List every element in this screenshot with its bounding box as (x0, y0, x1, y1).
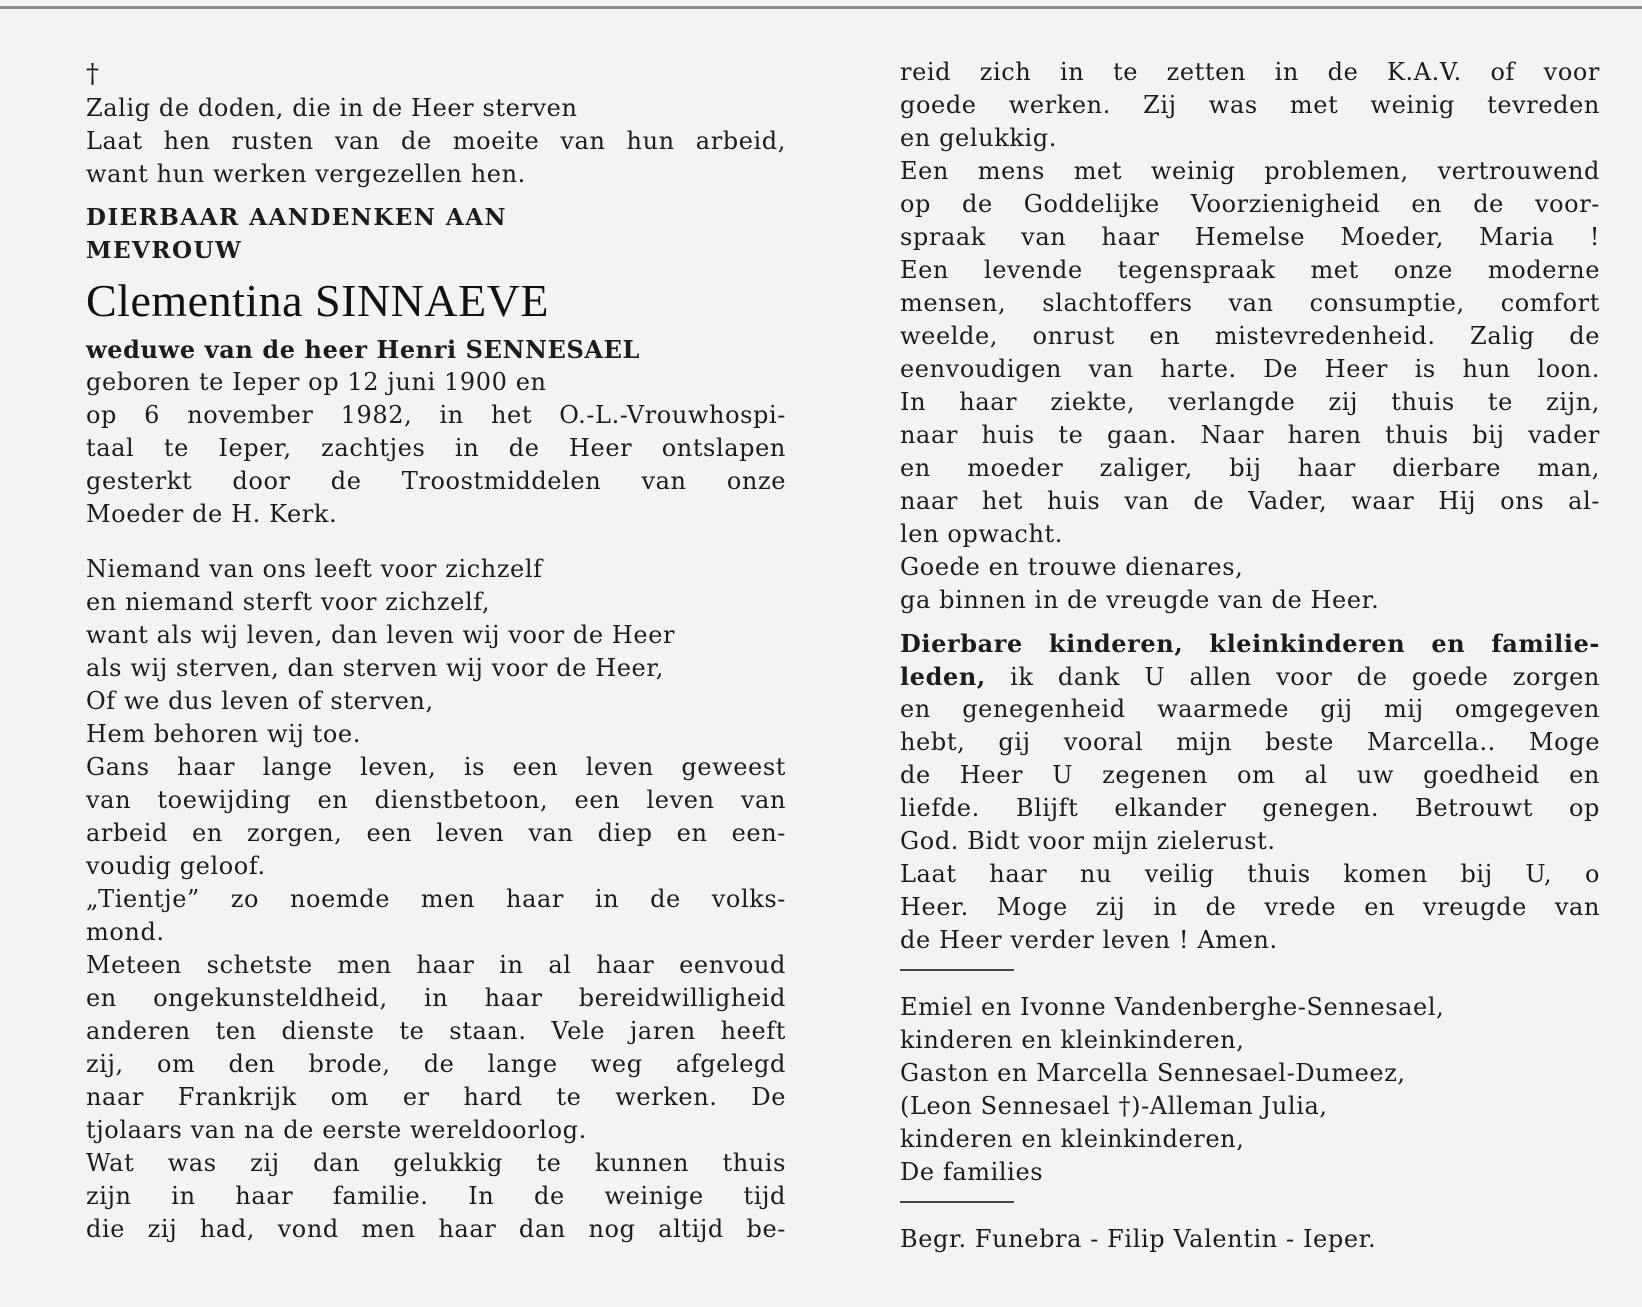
poem-line: want als wij leven, dan leven wij voor de Heer (86, 621, 676, 649)
left-column (86, 56, 786, 1246)
story-line: naar het huis van de Vader, waar Hij ons al- (900, 487, 1600, 515)
story-line: zijn in haar familie. In de weinige tijd (86, 1182, 786, 1210)
funeral-director: Begr. Funebra - Filip Valentin - Ieper. (900, 1225, 1377, 1253)
story-line: mensen, slachtoffers van consumptie, comfort (900, 289, 1600, 317)
heading-line: MEVROUW (86, 237, 243, 264)
life-story (86, 751, 786, 1246)
scripture-poem (86, 553, 786, 751)
bio-line: geboren te Ieper op 12 juni 1900 en (86, 368, 547, 396)
story-line: op de Goddelijke Voorzienigheid en de voor- (900, 190, 1600, 218)
story-line: tjolaars van na de eerste wereldoorlog. (86, 1116, 587, 1144)
poem-line: Of we dus leven of sterven, (86, 687, 434, 715)
farewell-line: Heer. Moge zij in de vrede en vreugde van (900, 893, 1600, 921)
family-line: Gaston en Marcella Sennesael-Dumeez, (900, 1059, 1406, 1087)
divider (900, 969, 1014, 971)
story-line: „Tientje” zo noemde men haar in de volks- (86, 885, 786, 913)
story-line: arbeid en zorgen, een leven van diep en een- (86, 819, 786, 847)
bio-line: op 6 november 1982, in het O.-L.-Vrouwhospi- (86, 401, 786, 429)
story-line: voudig geloof. (86, 852, 266, 880)
story-line: en ongekunsteldheid, in haar bereidwilligheid (86, 984, 786, 1012)
story-line: goede werken. Zij was met weinig tevreden (900, 91, 1600, 119)
cross-icon: † (86, 59, 100, 89)
story-line: spraak van haar Hemelse Moeder, Maria ! (900, 223, 1600, 251)
farewell-line: de Heer verder leven ! Amen. (900, 926, 1278, 954)
poem-line: en niemand sterft voor zichzelf, (86, 588, 491, 616)
story-line: mond. (86, 918, 165, 946)
story-line: weelde, onrust en mistevredenheid. Zalig de (900, 322, 1600, 350)
opening-verse (86, 92, 786, 191)
farewell-message (900, 627, 1600, 957)
bio-line: gesterkt door de Troostmiddelen van onze (86, 467, 786, 495)
farewell-bold-word: leden, (900, 662, 986, 691)
story-line: naar huis te gaan. Naar haren thuis bij vader (900, 421, 1600, 449)
story-line: zij, om den brode, de lange weg afgelegd (86, 1050, 786, 1078)
story-line: Goede en trouwe dienares, (900, 553, 1244, 581)
bio-line: taal te Ieper, zachtjes in de Heer ontslapen (86, 434, 786, 462)
story-line: en moeder zaliger, bij haar dierbare man, (900, 454, 1600, 482)
family-line: De families (900, 1158, 1044, 1186)
story-line: eenvoudigen van harte. De Heer is hun loon. (900, 355, 1600, 383)
right-column (900, 56, 1600, 1256)
story-line: len opwacht. (900, 520, 1064, 548)
divider (900, 1201, 1014, 1203)
story-line: en gelukkig. (900, 124, 1057, 152)
family-line: kinderen en kleinkinderen, (900, 1026, 1245, 1054)
poem-line: Hem behoren wij toe. (86, 720, 361, 748)
farewell-line: en genegenheid waarmede gij mij omgegeven (900, 695, 1600, 723)
story-line: ga binnen in de vreugde van de Heer. (900, 586, 1380, 614)
deceased-name: Clementina SINNAEVE (86, 275, 550, 326)
story-line: Een levende tegenspraak met onze moderne (900, 256, 1600, 284)
story-line: die zij had, vond men haar dan nog altijd be- (86, 1215, 786, 1243)
farewell-line: God. Bidt voor mijn zielerust. (900, 827, 1276, 855)
poem-line: Niemand van ons leeft voor zichzelf (86, 555, 543, 583)
farewell-line-rest: ik dank U allen voor de goede zorgen (985, 663, 1600, 691)
family-line: kinderen en kleinkinderen, (900, 1125, 1245, 1153)
verse-line: want hun werken vergezellen hen. (86, 160, 526, 188)
widow-of-line: weduwe van de heer Henri SENNESAEL (86, 335, 640, 364)
farewell-line: hebt, gij vooral mijn beste Marcella.. Moge (900, 728, 1600, 756)
farewell-bold-line: Dierbare kinderen, kleinkinderen en familie- (900, 629, 1600, 658)
story-line: reid zich in te zetten in de K.A.V. of voor (900, 58, 1600, 86)
story-line: In haar ziekte, verlangde zij thuis te zijn, (900, 388, 1600, 416)
story-line: Een mens met weinig problemen, vertrouwend (900, 157, 1600, 185)
farewell-line: de Heer U zegenen om al uw goedheid en (900, 761, 1600, 789)
verse-line: Laat hen rusten van de moeite van hun arbeid, (86, 127, 786, 155)
bio-line: Moeder de H. Kerk. (86, 500, 338, 528)
farewell-line (900, 660, 1600, 693)
poem-line: als wij sterven, dan sterven wij voor de Heer, (86, 654, 665, 682)
story-line: Wat was zij dan gelukkig te kunnen thuis (86, 1149, 786, 1177)
biography (86, 366, 786, 531)
farewell-line: Laat haar nu veilig thuis komen bij U, o (900, 860, 1600, 888)
life-story-continued (900, 56, 1600, 617)
family-list (900, 991, 1600, 1189)
story-line: naar Frankrijk om er hard te werken. De (86, 1083, 786, 1111)
story-line: Gans haar lange leven, is een leven geweest (86, 753, 786, 781)
farewell-line: liefde. Blijft elkander genegen. Betrouwt op (900, 794, 1600, 822)
heading-line: DIERBAAR AANDENKEN AAN (86, 204, 508, 231)
verse-line: Zalig de doden, die in de Heer sterven (86, 94, 578, 122)
top-edge-line (0, 6, 1642, 9)
family-line: Emiel en Ivonne Vandenberghe-Sennesael, (900, 993, 1445, 1021)
family-line: (Leon Sennesael †)-Alleman Julia, (900, 1092, 1328, 1120)
story-line: anderen ten dienste te staan. Vele jaren heeft (86, 1017, 786, 1045)
story-line: van toewijding en dienstbetoon, een leven van (86, 786, 786, 814)
story-line: Meteen schetste men haar in al haar eenvoud (86, 951, 786, 979)
